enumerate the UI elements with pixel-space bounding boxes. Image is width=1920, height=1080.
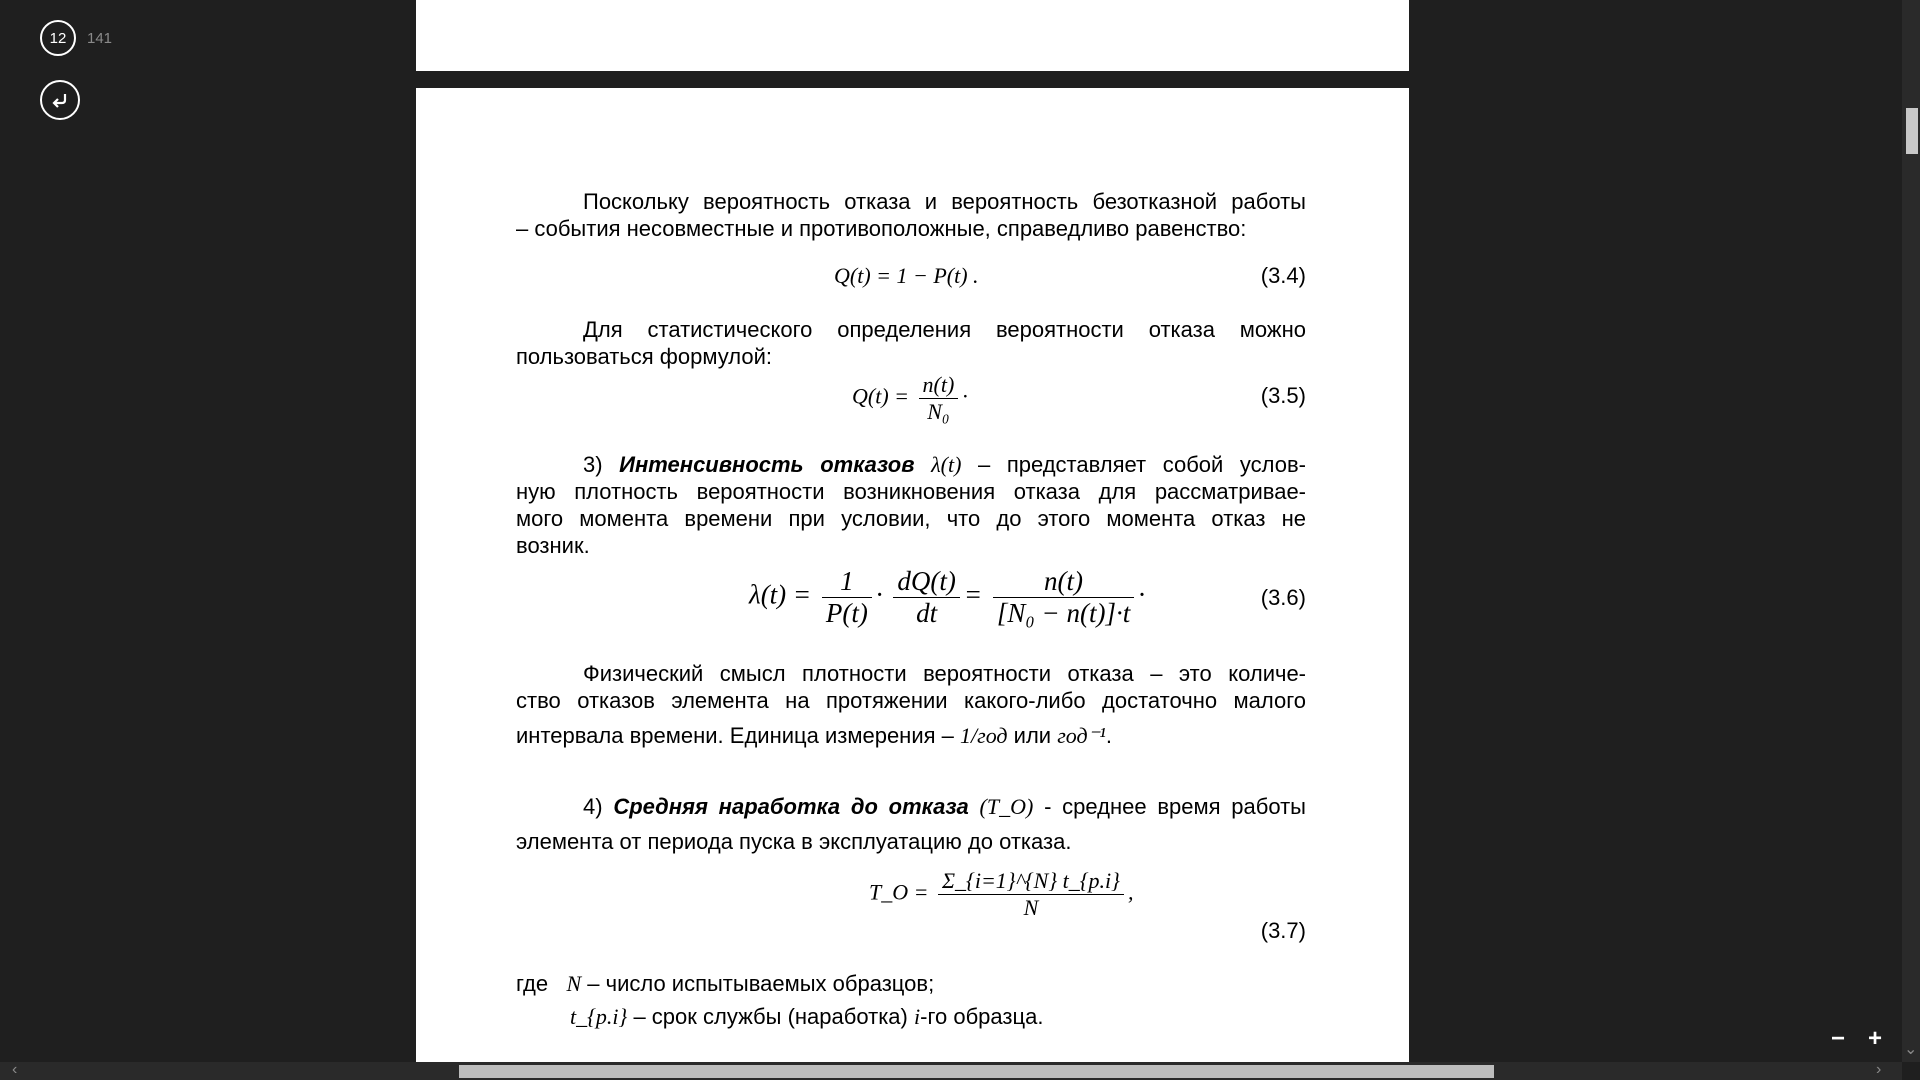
term: Интенсивность отказов [619, 452, 915, 477]
list-number: 4) [583, 794, 603, 819]
symbol: N [566, 971, 582, 996]
horizontal-scroll-thumb[interactable] [459, 1065, 1494, 1078]
vertical-scrollbar[interactable] [1902, 0, 1920, 1062]
fraction-numerator: 1 [840, 566, 854, 596]
fraction-numerator: dQ(t) [897, 566, 956, 596]
fraction-numerator: Σ_{i=1}^{N} t_{p.i} [941, 868, 1120, 893]
text: интервала времени. Единица измерения – [516, 723, 954, 748]
unit: 1/год [960, 723, 1008, 748]
text-line: Для статистического определения вероятности отказа можно [583, 317, 1306, 342]
fraction-numerator: n(t) [922, 372, 955, 397]
zoom-out-button[interactable]: − [1831, 1025, 1846, 1052]
equation-3-4 [834, 263, 979, 289]
text-line: ную плотность вероятности возникновения отказа для рассматривае- [516, 479, 1306, 504]
fraction [938, 868, 1124, 921]
fraction-numerator: n(t) [1044, 566, 1084, 596]
total-pages: 141 [87, 30, 113, 47]
text-line: мого момента времени при условии, что до этого момента отказ не [516, 506, 1306, 531]
paragraph-3 [516, 451, 1306, 559]
fraction [822, 566, 872, 629]
list-number: 3) [583, 452, 603, 477]
fraction-denominator: [N₀ − n(t)]·t [993, 597, 1134, 629]
equation-3-7: T_O = $\frac{\Sigma\_\{i=1\}\^{}\{N\} t\_\{p.i\}}{N}$ , [869, 868, 1134, 920]
page-number-badge[interactable] [40, 20, 76, 56]
paragraph-5 [516, 793, 1306, 855]
equation-number: (3.5) [1260, 383, 1306, 408]
fraction-denominator: P(t) [822, 597, 872, 629]
equation-text: Q(t) = 1 − P(t) . [834, 263, 979, 288]
equation-3-6: λ(t) = $\frac{1}{P(t)}$ · $\frac{dQ(t)}{dt}$ = $\frac{n(t)}{\text{[N₀ − n(t)]·t}}$ · [749, 566, 1145, 628]
fraction [919, 372, 959, 425]
text-line [516, 1003, 1306, 1030]
back-button[interactable] [40, 80, 80, 120]
text-line: – события несовместные и противоположные, справедливо равенство: [516, 216, 1247, 241]
text-line: интервала времени. Единица измерения – 1/год или год⁻¹. [516, 723, 1112, 748]
paragraph-1 [516, 188, 1306, 242]
text-line: Физический смысл плотности вероятности отказа – это количе- [583, 661, 1306, 686]
equation-3-5: Q(t) = $\frac{n(t)}{\text{N₀}}$ · [852, 372, 968, 424]
text-line: элемента от периода пуска в эксплуатацию до отказа. [516, 829, 1072, 854]
fraction [893, 566, 959, 629]
previous-page [416, 0, 1409, 71]
equation-number: (3.7) [1260, 918, 1306, 943]
text-line: Поскольку вероятность отказа и вероятность безотказной работы [583, 189, 1306, 214]
zoom-in-button[interactable]: + [1868, 1025, 1883, 1052]
symbol: (T_O) [979, 794, 1034, 819]
fraction-denominator: dt [893, 597, 959, 629]
equation-number: (3.6) [1260, 585, 1306, 610]
text: где [516, 971, 549, 996]
text-line: пользоваться формулой: [516, 344, 772, 369]
term: Средняя наработка до отказа [613, 794, 969, 819]
text: – число испытываемых образцов; [587, 971, 935, 996]
scroll-down-arrow-icon[interactable]: ⌄ [1904, 1041, 1918, 1058]
text-line [516, 451, 1306, 478]
equation-lhs: T_O = [869, 879, 929, 905]
symbol: i [914, 1004, 921, 1029]
scroll-left-arrow-icon[interactable]: ‹ [12, 1061, 18, 1078]
horizontal-scrollbar[interactable] [0, 1062, 1902, 1080]
fraction-denominator: N₀ [919, 398, 959, 425]
text-line [516, 793, 1306, 820]
text-line [516, 970, 1306, 997]
symbol: t_{p.i} [570, 1004, 628, 1029]
text: – представляет собой услов- [978, 452, 1306, 477]
paragraph-2 [516, 316, 1306, 370]
back-arrow-icon [49, 89, 71, 111]
paragraph-4 [516, 660, 1306, 749]
where-block [516, 970, 1306, 1030]
text: или [1013, 723, 1052, 748]
symbol: λ(t) [931, 452, 962, 477]
scroll-right-arrow-icon[interactable]: › [1876, 1061, 1882, 1078]
current-page [416, 88, 1409, 1080]
equation-lhs: λ(t) = [749, 579, 812, 610]
fraction [993, 566, 1134, 629]
unit: год⁻¹ [1057, 723, 1106, 748]
equation-number: (3.4) [1260, 263, 1306, 288]
fraction-denominator: N [938, 894, 1124, 921]
text: – срок службы (наработка) [633, 1004, 908, 1029]
text: -го образца. [920, 1004, 1044, 1029]
text-line: ство отказов элемента на протяжении какого-либо достаточно малого [516, 688, 1306, 713]
current-page-number: 12 [49, 29, 67, 47]
text-line: возник. [516, 533, 590, 558]
equation-lhs: Q(t) = [852, 383, 909, 409]
vertical-scroll-thumb[interactable] [1906, 108, 1918, 154]
text: - среднее время работы [1044, 794, 1306, 819]
